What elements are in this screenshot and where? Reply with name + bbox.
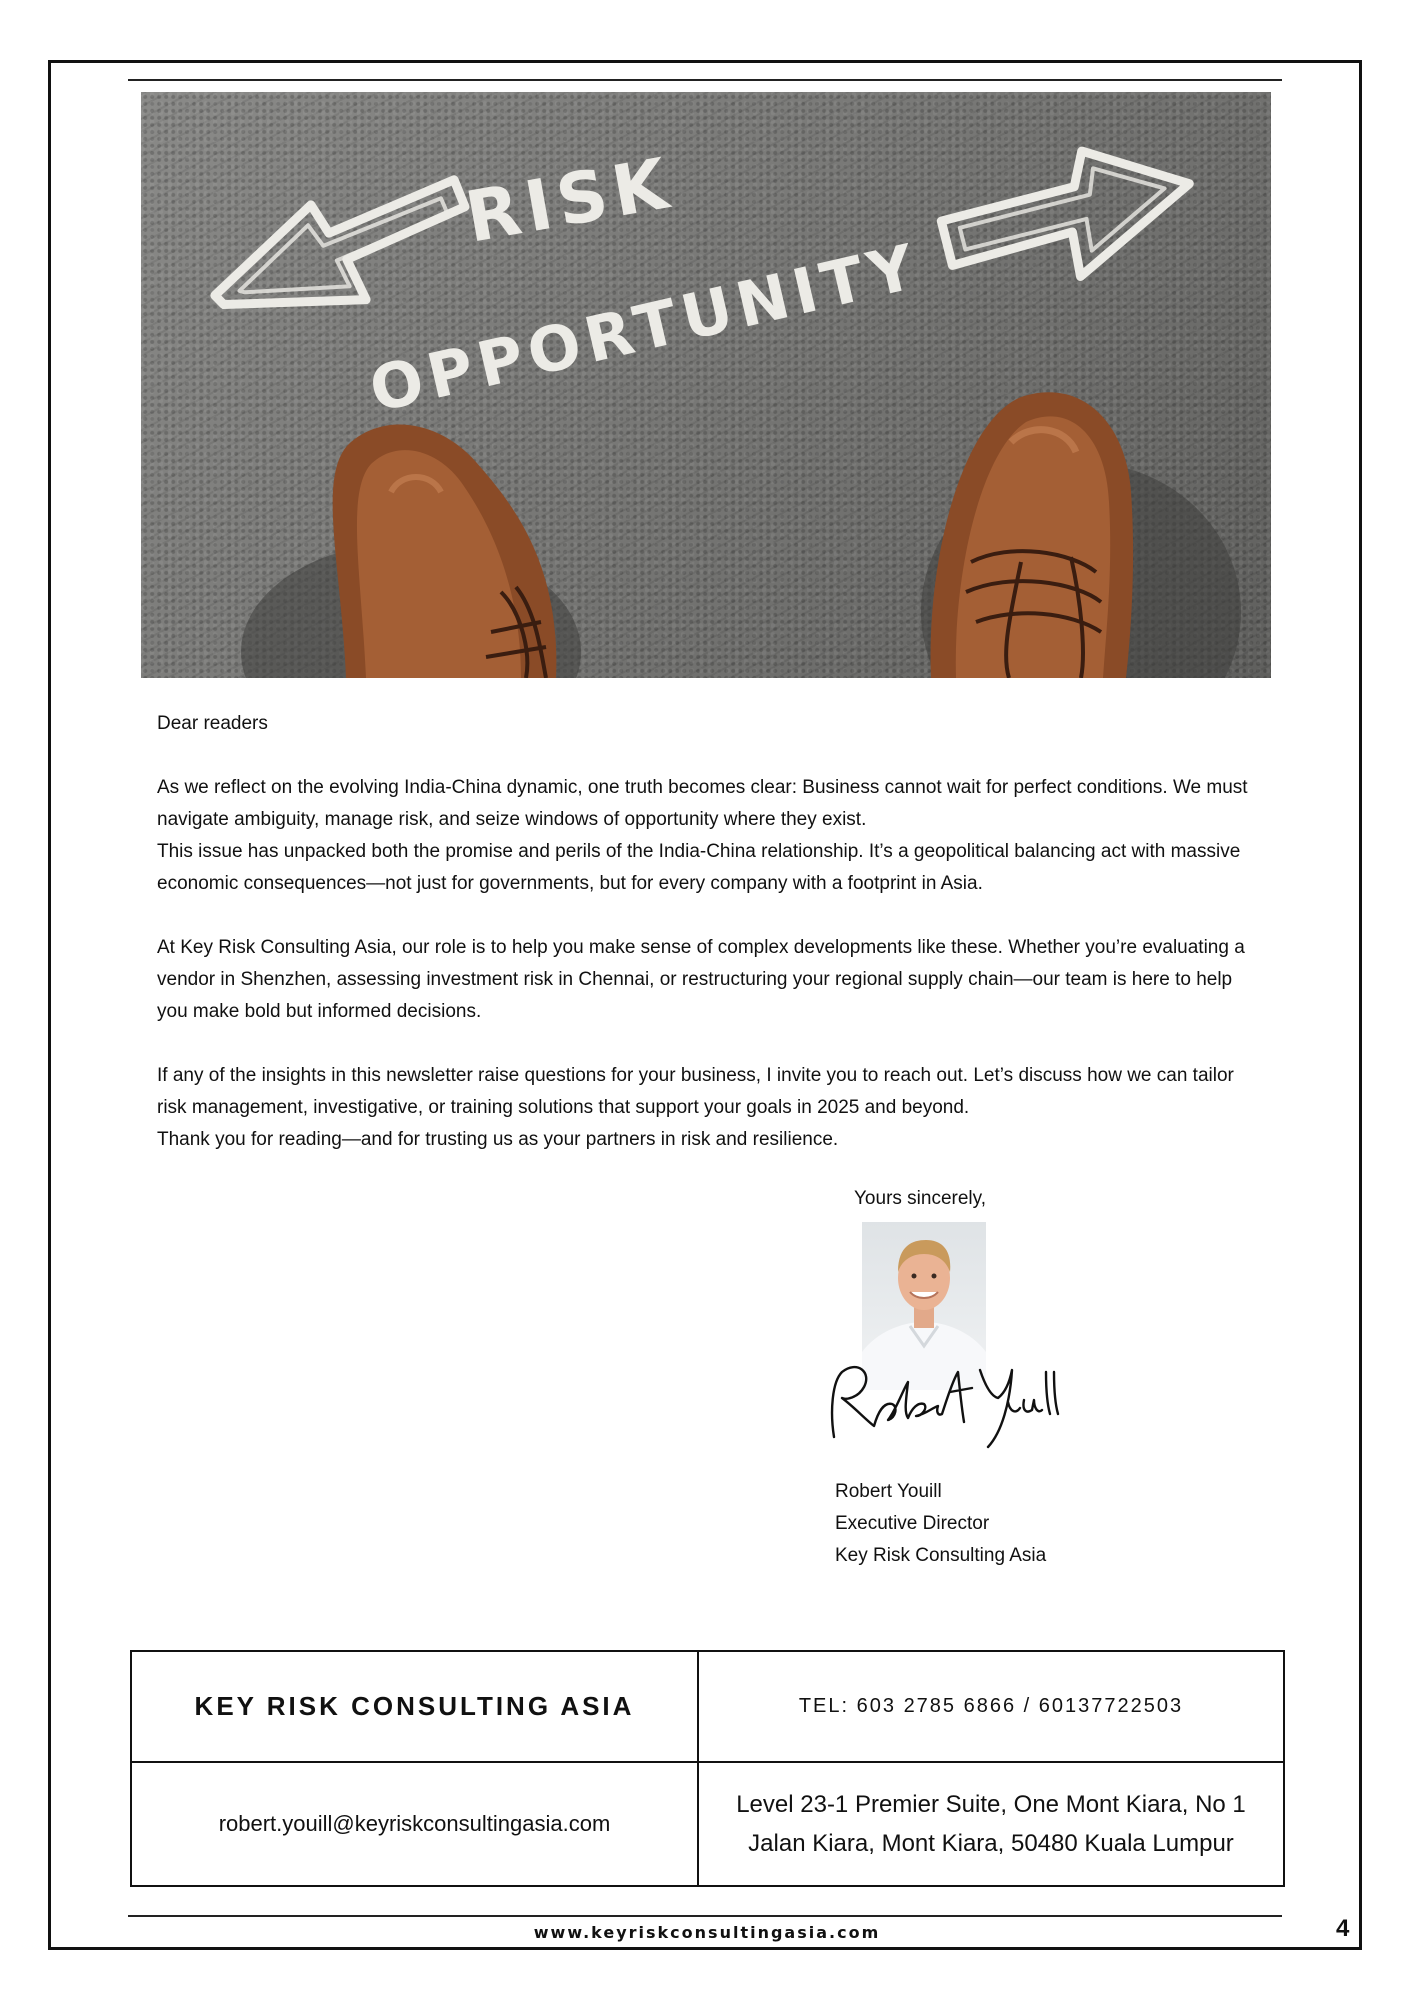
website-link[interactable]: www.keyriskconsultingasia.com	[533, 1923, 881, 1942]
left-arrow-icon	[205, 179, 473, 315]
address	[736, 1785, 1246, 1863]
letter-body	[157, 708, 1267, 1188]
signer-title: Executive Director	[835, 1513, 990, 1534]
hero-image	[141, 92, 1271, 678]
paragraph-3-line-2: Thank you for reading—and for trusting us as your partners in risk and resilience.	[157, 1129, 839, 1150]
page-number: 4	[1336, 1915, 1350, 1942]
hero-word-opportunity: OPPORTUNITY	[362, 229, 928, 427]
hero-word-risk: RISK	[459, 141, 680, 259]
address-line-2: Jalan Kiara, Mont Kiara, 50480 Kuala Lumpur	[748, 1830, 1234, 1857]
closing: Yours sincerely,	[854, 1188, 987, 1209]
phone-numbers[interactable]: TEL: 603 2785 6866 / 60137722503	[798, 1695, 1184, 1717]
company-cell	[132, 1652, 697, 1761]
signer-company: Key Risk Consulting Asia	[835, 1545, 1047, 1566]
paragraph-1-line-1: As we reflect on the evolving India-China dynamic, one truth becomes clear: Business cannot wait for perfect conditions. We must navigate ambiguity, manage risk, and seize windows of opportunity where they exist.	[157, 777, 1248, 830]
tel-cell	[699, 1652, 1283, 1761]
signer-block	[835, 1476, 1046, 1572]
salutation: Dear readers	[157, 713, 268, 734]
signature-image	[812, 1352, 1062, 1452]
right-arrow-icon	[937, 144, 1195, 286]
address-line-1: Level 23-1 Premier Suite, One Mont Kiara, No 1	[736, 1791, 1246, 1818]
top-rule	[128, 79, 1282, 81]
hero-illustration	[141, 92, 1271, 678]
signer-name: Robert Youill	[835, 1481, 942, 1502]
email-cell	[132, 1763, 697, 1885]
address-cell	[699, 1763, 1283, 1885]
email-link[interactable]: robert.youill@keyriskconsultingasia.com	[218, 1811, 611, 1836]
paragraph-1-line-2: This issue has unpacked both the promise and perils of the India-China relationship. It’s a geopolitical balancing act with massive economic consequences—not just for governments, but for every company with a footprint in Asia.	[157, 841, 1241, 894]
right-shoe-icon	[931, 392, 1134, 678]
paragraph-2: At Key Risk Consulting Asia, our role is to help you make sense of complex developments like these. Whether you’re evaluating a vendor in Shenzhen, assessing investment risk in Chennai, or restructuring your regional supply chain—our team is here to help you make bold but informed decisions.	[157, 937, 1245, 1022]
bottom-rule	[128, 1915, 1282, 1917]
company-name: KEY RISK CONSULTING ASIA	[194, 1691, 635, 1721]
left-shoe-icon	[333, 425, 557, 678]
contact-table	[130, 1650, 1285, 1887]
paragraph-3-line-1: If any of the insights in this newsletter raise questions for your business, I invite you to reach out. Let’s discuss how we can tailor risk management, investigative, or training solutions that support your goals in 2025 and beyond.	[157, 1065, 1234, 1118]
